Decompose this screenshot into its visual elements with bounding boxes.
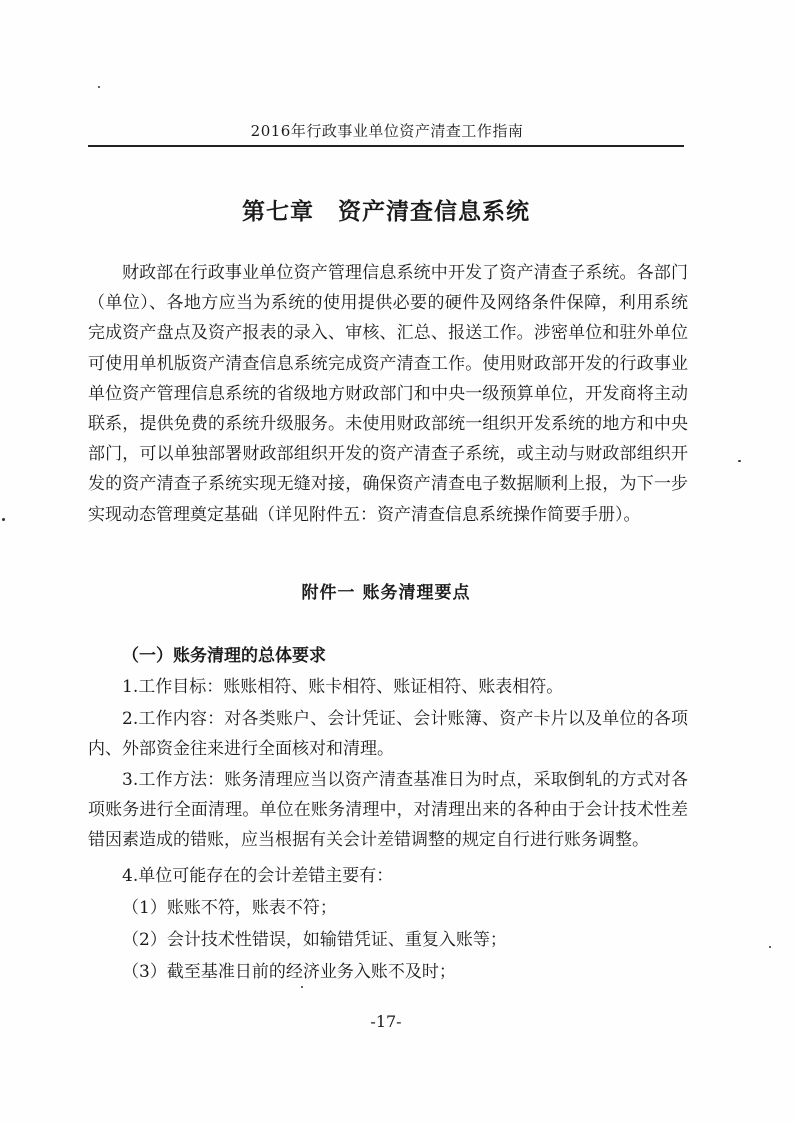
header-rule <box>88 145 684 147</box>
chapter-title: 第七章 资产清查信息系统 <box>242 198 530 225</box>
list-item-goal: 1.工作目标：账账相符、账卡相符、账证相符、账表相符。 <box>122 677 564 697</box>
section-heading: （一）账务清理的总体要求 <box>122 646 326 666</box>
appendix-title: 附件一 账务清理要点 <box>301 583 471 603</box>
list-item-error-2: （2）会计技术性错误，如输错凭证、重复入账等； <box>122 930 507 950</box>
scan-speck <box>2 518 5 521</box>
scan-speck <box>98 86 100 88</box>
scan-speck <box>738 460 741 462</box>
list-item-error-1: （1）账账不符，账表不符； <box>122 898 337 918</box>
scan-speck <box>769 946 771 948</box>
running-header: 2016年行政事业单位资产清查工作指南 <box>250 122 524 140</box>
page-number: -17- <box>370 1012 402 1031</box>
scan-speck <box>301 986 303 988</box>
list-item-error-3: （3）截至基准日前的经济业务入账不及时； <box>122 962 456 982</box>
list-item-errors-intro: 4.单位可能存在的会计差错主要有： <box>122 866 394 886</box>
list-item-content: 2.工作内容：对各类账户、会计凭证、会计账簿、资产卡片以及单位的各项内、外部资金往来进行全面核对和清理。 <box>88 709 688 760</box>
chapter-intro-paragraph: 财政部在行政事业单位资产管理信息系统中开发了资产清查子系统。各部门（单位）、各地方应当为系统的使用提供必要的硬件及网络条件保障，利用系统完成资产盘点及资产报表的录入、审核、汇总、报送工作。涉密单位和驻外单位可使用单机版资产清查信息系统完成资产清查工作。使用财政部开发的行政事业单位资产管理信息系统的省级地方财政部门和中央一级预算单位，开发商将主动联系，提供免费的系统升级服务。未使用财政部统一组织开发系统的地方和中央部门，可以单独部署财政部组织开发的资产清查子系统，或主动与财政部组织开发的资产清查子系统实现无缝对接，确保资产清查电子数据顺利上报，为下一步实现动态管理奠定基础（详见附件五：资产清查信息系统操作简要手册）。 <box>88 263 688 525</box>
list-item-method: 3.工作方法：账务清理应当以资产清查基准日为时点，采取倒轧的方式对各项账务进行全面清理。单位在账务清理中，对清理出来的各种由于会计技术性差错因素造成的错账，应当根据有关会计差错调整的规定自行进行账务调整。 <box>88 770 688 851</box>
